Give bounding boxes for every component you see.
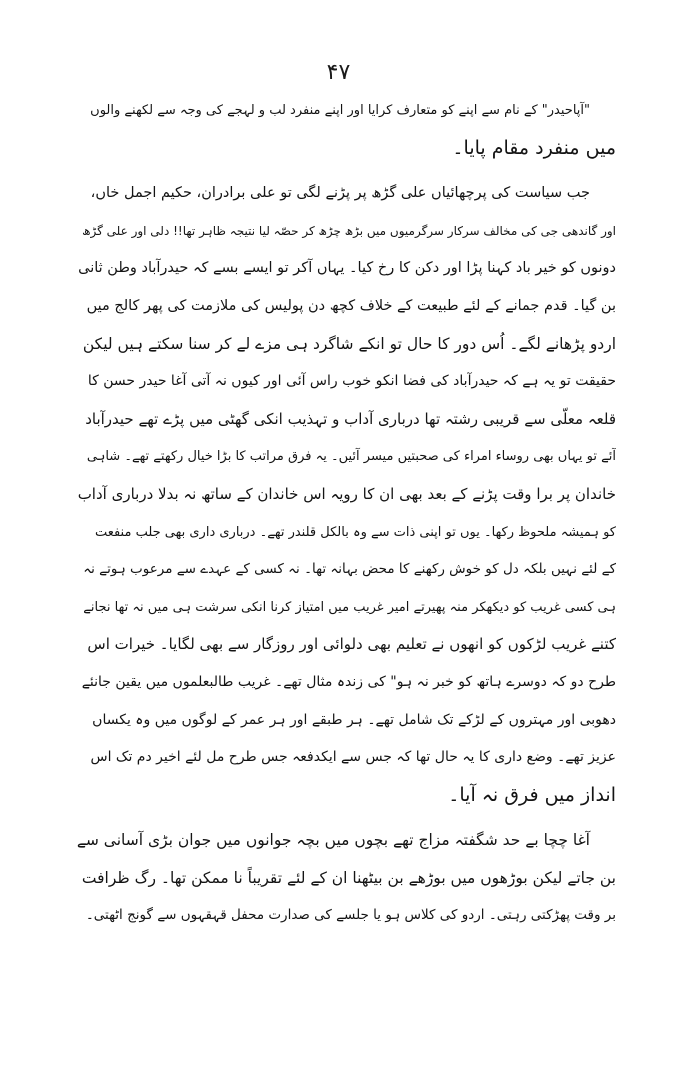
paragraph-2	[76, 175, 616, 814]
text-line: طرح دو کہ دوسرے ہاتھ کو خبر نہ ہو" کی زندہ مثال تھے۔ غریب طالبعلموں میں یقین جانئے	[81, 673, 616, 690]
text-line: اردو پڑھانے لگے۔ اُس دور کا حال تو انکے شاگرد ہی مزے لے کر سنا سکتے ہیں لیکن	[82, 334, 616, 353]
text-line: انداز میں فرق نہ آیا۔	[448, 783, 616, 806]
paragraph-3	[76, 822, 616, 935]
text-line: دھوبی اور مہتروں کے لڑکے تک شامل تھے۔ ہر طبقے اور ہر عمر کے لوگوں میں وہ یکساں	[92, 711, 616, 728]
text-line: میں منفرد مقام پایا۔	[452, 136, 616, 159]
text-line: کو ہمیشہ ملحوظ رکھا۔ یوں تو اپنی ذات سے وہ بالکل قلندر تھے۔ درباری داری بھی جلب منفعت	[94, 524, 616, 540]
text-line: دونوں کو خیر باد کہنا پڑا اور دکن کا رخ کیا۔ یہاں آکر تو ایسے بسے کہ حیدرآباد وطن ثانی	[78, 260, 616, 277]
body-text	[76, 92, 616, 935]
text-line: خاندان پر برا وقت پڑنے کے بعد بھی ان کا رویہ اس خاندان کے ساتھ نہ بدلا درباری آداب	[77, 484, 616, 503]
text-line: کتنے غریب لڑکوں کو انھوں نے تعلیم بھی دلوائی اور روزگار سے بھی لگایا۔ خیرات اس	[87, 635, 616, 654]
text-line: اور گاندھی جی کی مخالف سرکار سرگرمیوں میں بڑھ چڑھ کر حصّہ لیا نتیجہ ظاہر تھا!! دلی اور علی گڑھ	[82, 223, 616, 238]
text-line: بن جاتے لیکن بوڑھوں میں بوڑھے بن بیٹھنا ان کے لئے تقریباً نا ممکن تھا۔ رگ ظرافت	[81, 868, 616, 887]
text-line: "آپاحیدر" کے نام سے اپنے کو متعارف کرایا اور اپنے منفرد لب و لہجے کی وجہ سے لکھنے والوں	[90, 103, 590, 118]
text-line: ہی کسی غریب کو دیکھکر منہ پھیرتے امیر غریب میں امتیاز کرنا انکی سرشت ہی میں نہ تھا نجانے	[83, 599, 616, 615]
paragraph-1	[76, 92, 616, 167]
text-line: جب سیاست کی پرچھائیاں علی گڑھ پر پڑنے لگی تو علی برادران، حکیم اجمل خاں،	[90, 185, 590, 202]
text-line: حقیقت تو یہ ہے کہ حیدرآباد کی فضا انکو خوب راس آئی اور کیوں نہ آتی آغا حیدر حسن کا	[87, 373, 616, 390]
text-line: بن گیا۔ قدم جمانے کے لئے طبیعت کے خلاف کچھ دن پولیس کی ملازمت کی پھر کالج میں	[86, 297, 616, 314]
text-line: قلعہ معلّی سے قریبی رشتہ تھا درباری آداب و تہذیب انکی گھٹی میں پڑے تھے حیدرآباد	[85, 409, 616, 428]
text-line: آئے تو یہاں بھی روساء امراء کی صحبتیں میسر آئیں۔ یہ فرق مراتب کا بڑا خیال رکھتے تھے۔ شاہی	[86, 449, 616, 465]
text-line: آغا چچا بے حد شگفتہ مزاج تھے بچوں میں بچہ جوانوں میں جوان بڑی آسانی سے	[76, 831, 590, 850]
text-line: کے لئے نہیں بلکہ دل کو خوش رکھنے کا محض بہانہ تھا۔ نہ کسی کے عہدے سے مرعوب ہوتے نہ	[83, 561, 616, 578]
text-line: عزیز تھے۔ وضع داری کا یہ حال تھا کہ جس سے ایکدفعہ جس طرح مل لئے اخیر دم تک اس	[90, 749, 616, 766]
page-number: ۴۷	[326, 60, 351, 85]
text-line: بر وقت پھڑکتی رہتی۔ اردو کی کلاس ہو یا جلسے کی صدارت محفل قہقہوں سے گونج اٹھتی۔	[85, 907, 616, 924]
